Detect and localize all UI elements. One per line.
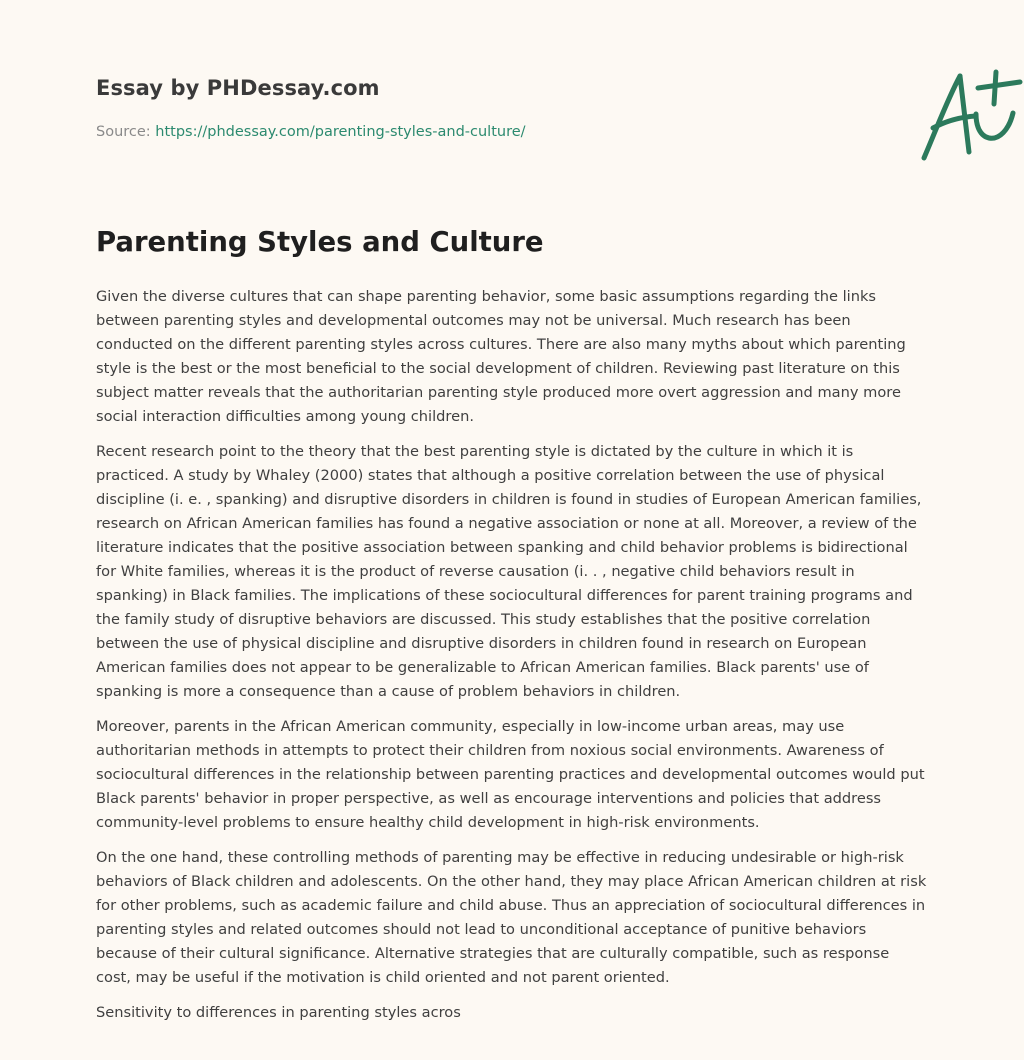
essay-paragraph: Moreover, parents in the African American community, especially in low-income urban areas, may use authoritarian methods in attempts to protect their children from noxious social environments. Awareness of sociocultural differences in the relationship between parenting practices and developmental outcomes would put Black parents' behavior in proper perspective, as well as encourage interventions and policies that address community-level problems to ensure healthy child development in high-risk environments.: [96, 718, 925, 831]
logo-checkmark: [976, 113, 1013, 138]
source-label: Source:: [96, 124, 151, 140]
source-link[interactable]: https://phdessay.com/parenting-styles-and-culture/: [155, 124, 526, 140]
essay-title: Parenting Styles and Culture: [96, 226, 544, 258]
essay-paragraph: Given the diverse cultures that can shape parenting behavior, some basic assumptions regarding the links between parenting styles and developmental outcomes may not be universal. Much research has been conducted on the different parenting styles across cultures. There are also many myths about which parenting style is the best or the most beneficial to the social development of children. Reviewing past literature on this subject matter reveals that the authoritarian parenting style produced more overt aggression and many more social interaction difficulties among young children.: [96, 288, 906, 425]
site-title: Essay by PHDessay.com: [96, 76, 380, 100]
source-line: [96, 124, 526, 140]
logo-a-right-stroke: [960, 76, 969, 152]
essay-paragraph: On the one hand, these controlling methods of parenting may be effective in reducing undesirable or high-risk behaviors of Black children and adolescents. On the other hand, they may place African American children at risk for other problems, such as academic failure and child abuse. Thus an appreciation of sociocultural differences in parenting styles and related outcomes should not lead to unconditional acceptance of punitive behaviors because of their cultural significance. Alternative strategies that are culturally compatible, such as response cost, may be useful if the motivation is child oriented and not parent oriented.: [96, 849, 927, 986]
essay-paragraph: Recent research point to the theory that the best parenting style is dictated by the culture in which it is practiced. A study by Whaley (2000) states that although a positive correlation between the use of physical discipline (i. e. , spanking) and disruptive disorders in children is found in studies of European American families, research on African American families has found a negative association or none at all. Moreover, a review of the literature indicates that the positive association between spanking and child behavior problems is bidirectional for White families, whereas it is the product of reverse causation (i. . , negative child behaviors result in spanking) in Black families. The implications of these sociocultural differences for parent training programs and the family study of disruptive behaviors are discussed. This study establishes that the positive correlation between the use of physical discipline and disruptive disorders in children found in research on European American families does not appear to be generalizable to African American families. Black parents' use of spanking is more a consequence than a cause of problem behaviors in children.: [96, 443, 922, 700]
logo-plus-horizontal: [978, 82, 1020, 88]
essay-paragraph: Sensitivity to differences in parenting styles acros: [96, 1004, 461, 1021]
essay-body: [96, 285, 928, 1036]
a-plus-logo-icon: [916, 68, 1024, 164]
